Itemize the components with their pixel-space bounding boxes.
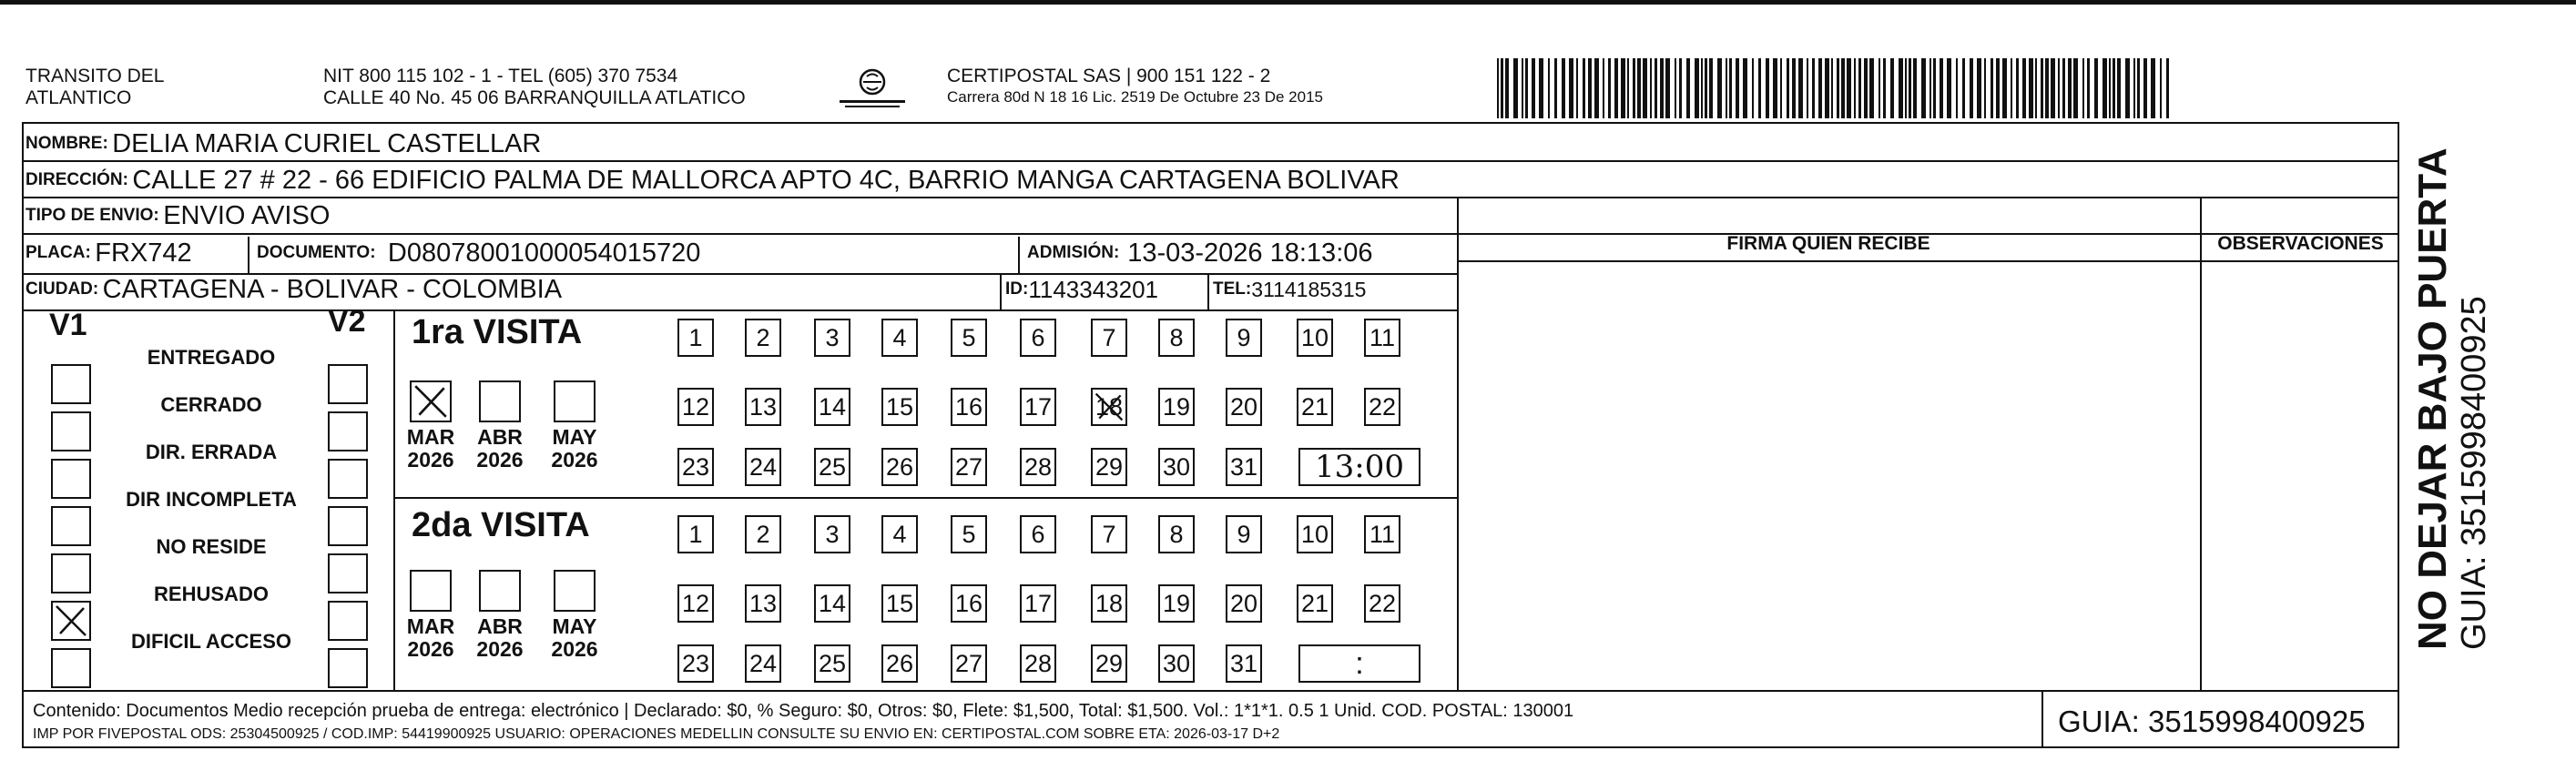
admision-value: 13-03-2026 18:13:06	[1127, 238, 1373, 268]
first-day-25[interactable]: 25	[814, 448, 850, 486]
barcode-bar	[2117, 58, 2121, 118]
barcode-bar	[1637, 58, 1641, 118]
firma-label: FIRMA QUIEN RECIBE	[1726, 233, 1930, 254]
barcode-bar	[1864, 58, 1868, 118]
barcode-bar	[1532, 58, 1535, 118]
barcode-bar	[2029, 58, 2033, 118]
barcode-bar	[1812, 58, 1815, 118]
first-day-24[interactable]: 24	[745, 448, 781, 486]
first-day-11[interactable]: 11	[1364, 319, 1400, 357]
second-day-6[interactable]: 6	[1020, 515, 1056, 553]
barcode-bar	[2113, 58, 2115, 118]
option-label-dificil-acceso: DIFICIL ACCESO	[130, 630, 291, 653]
admision-row: ADMISIÓN: 13-03-2026 18:13:06	[1027, 238, 1373, 268]
barcode-bar	[2133, 58, 2135, 118]
id-value: 1143343201	[1028, 275, 1158, 303]
barcode-bar	[1705, 58, 1707, 118]
barcode-bar	[2062, 58, 2065, 118]
barcode-bar	[1660, 58, 1664, 118]
barcode-bar	[1594, 58, 1599, 118]
second-time-field[interactable]: :	[1298, 644, 1420, 683]
form-frame	[22, 122, 2399, 748]
first-day-28[interactable]: 28	[1020, 448, 1056, 486]
second-day-12[interactable]: 12	[677, 584, 714, 623]
first-month-checkbox-mar[interactable]	[410, 380, 452, 422]
barcode-bar	[1621, 58, 1625, 118]
first-day-13[interactable]: 13	[745, 388, 781, 426]
second-day-29[interactable]: 29	[1091, 644, 1127, 683]
barcode-bar	[1643, 58, 1647, 118]
barcode-bar	[1773, 58, 1777, 118]
barcode-bar	[2103, 58, 2107, 118]
second-day-9[interactable]: 9	[1226, 515, 1262, 553]
second-day-2[interactable]: 2	[745, 515, 781, 553]
barcode-bar	[2125, 58, 2130, 118]
second-month-label-may: MAY 2026	[551, 614, 598, 661]
barcode-bar	[1921, 58, 1926, 118]
second-day-4[interactable]: 4	[881, 515, 918, 553]
second-day-27[interactable]: 27	[951, 644, 987, 683]
second-day-28[interactable]: 28	[1020, 644, 1056, 683]
footer-guia: GUIA: 3515998400925	[2058, 705, 2366, 738]
tel-row: TEL: 3114185315	[1213, 277, 1367, 301]
direccion-row: DIRECCIÓN: CALLE 27 # 22 - 66 EDIFICIO PALMA DE MALLORCA APTO 4C, BARRIO MANGA CARTAGENA BOLIVAR	[25, 165, 1400, 195]
first-day-26[interactable]: 26	[881, 448, 918, 486]
barcode-bar	[2041, 58, 2043, 118]
first-day-6[interactable]: 6	[1020, 319, 1056, 357]
second-day-14[interactable]: 14	[814, 584, 850, 623]
barcode-bar	[1947, 58, 1951, 118]
nombre-value: DELIA MARIA CURIEL CASTELLAR	[112, 128, 542, 158]
first-day-1[interactable]: 1	[677, 319, 714, 357]
option-label-no-reside: NO RESIDE	[156, 535, 267, 558]
barcode-bar	[1854, 58, 1856, 118]
barcode-bar	[2160, 58, 2162, 118]
first-day-16[interactable]: 16	[951, 388, 987, 426]
first-month-label-mar: MAR 2026	[406, 425, 455, 472]
barcode-bar	[1709, 58, 1713, 118]
org-name: TRANSITO DEL ATLANTICO	[25, 66, 165, 108]
barcode-bar	[1627, 58, 1629, 118]
second-day-7[interactable]: 7	[1091, 515, 1127, 553]
barcode-bar	[1554, 58, 1557, 118]
barcode-bar	[1996, 58, 2000, 118]
barcode-bar	[1818, 58, 1822, 118]
barcode-bar	[2058, 58, 2060, 118]
barcode-bar	[2022, 58, 2026, 118]
barcode-bar	[1899, 58, 1903, 118]
v1-checkbox-dificil-acceso[interactable]	[51, 648, 91, 688]
option-label-cerrado: CERRADO	[160, 393, 262, 416]
first-month-label-abr: ABR 2026	[476, 425, 524, 472]
barcode-bar	[1679, 58, 1682, 118]
barcode-bar	[1588, 58, 1592, 118]
barcode-bar	[1825, 58, 1829, 118]
barcode-bar	[1962, 58, 1965, 118]
placa-value: FRX742	[95, 238, 192, 268]
imp-text: IMP POR FIVEPOSTAL ODS: 25304500925 / COD.IMP: 54419900925 USUARIO: OPERACIONES MEDELLIN CONSULTE SU ENVIO EN: CERTIPOSTAL.COM SOBRE ETA: 2026-03-17 D+2	[33, 726, 1280, 742]
barcode-bar	[1807, 58, 1808, 118]
barcode-bar	[1780, 58, 1782, 118]
first-day-10[interactable]: 10	[1297, 319, 1333, 357]
barcode-bar	[2011, 58, 2012, 118]
barcode-bar	[1513, 58, 1518, 118]
first-day-12[interactable]: 12	[677, 388, 714, 426]
top-border	[0, 0, 2576, 5]
ciudad-row: CIUDAD: CARTAGENA - BOLIVAR - COLOMBIA	[25, 274, 563, 304]
option-label-dir-incompleta: DIR INCOMPLETA	[126, 488, 297, 511]
first-day-19[interactable]: 19	[1158, 388, 1195, 426]
barcode-bar	[2143, 58, 2147, 118]
placa-row: PLACA: FRX742	[25, 238, 192, 268]
barcode-bar	[1726, 58, 1727, 118]
id-row: ID: 1143343201	[1005, 275, 1158, 303]
barcode-bar	[1614, 58, 1618, 118]
first-day-27[interactable]: 27	[951, 448, 987, 486]
barcode-bar	[1869, 58, 1874, 118]
barcode-bar	[1576, 58, 1578, 118]
barcode-bar	[1539, 58, 1543, 118]
barcode-bar	[1633, 58, 1635, 118]
second-day-18[interactable]: 18	[1091, 584, 1127, 623]
barcode-bar	[1837, 58, 1839, 118]
barcode-bar	[1933, 58, 1936, 118]
first-day-7[interactable]: 7	[1091, 319, 1127, 357]
first-day-29[interactable]: 29	[1091, 448, 1127, 486]
tipo-value: ENVIO AVISO	[163, 200, 331, 230]
barcode-bar	[1766, 58, 1769, 118]
barcode-bar	[1984, 58, 1986, 118]
direccion-value: CALLE 27 # 22 - 66 EDIFICIO PALMA DE MALLORCA APTO 4C, BARRIO MANGA CARTAGENA BOLIVAR	[132, 165, 1400, 195]
first-day-17[interactable]: 17	[1020, 388, 1056, 426]
barcode-bar	[1929, 58, 1931, 118]
company-info: CERTIPOSTAL SAS | 900 151 122 - 2 Carrera 80d N 18 16 Lic. 2519 De Octubre 23 De 2015	[947, 66, 1323, 106]
tel-value: 3114185315	[1251, 277, 1367, 301]
barcode-bar	[2002, 58, 2007, 118]
barcode-bar	[1758, 58, 1761, 118]
second-day-30[interactable]: 30	[1158, 644, 1195, 683]
v1-label: V1	[49, 308, 87, 342]
contenido-text: Contenido: Documentos Medio recepción prueba de entrega: electrónico | Declarado: $0, % Seguro: $0, Otros: $0, Flete: $1,500, Total: $1,500. Vol.: 1*1*1. 0.5 1 Unid. COD. POSTAL: 130001	[33, 701, 1574, 721]
first-day-9[interactable]: 9	[1226, 319, 1262, 357]
barcode-bar	[1717, 58, 1722, 118]
barcode-bar	[1525, 58, 1528, 118]
barcode-bar	[1695, 58, 1699, 118]
barcode-bar	[1798, 58, 1803, 118]
second-day-31[interactable]: 31	[1226, 644, 1262, 683]
barcode-bar	[1831, 58, 1833, 118]
first-month-checkbox-may[interactable]	[554, 380, 596, 422]
barcode-bar	[1686, 58, 1690, 118]
barcode-bar	[1701, 58, 1703, 118]
barcode-bar	[2082, 58, 2084, 118]
barcode-bar	[1501, 58, 1503, 118]
barcode-bar	[1562, 58, 1565, 118]
first-day-4[interactable]: 4	[881, 319, 918, 357]
first-day-23[interactable]: 23	[677, 448, 714, 486]
observaciones-label: OBSERVACIONES	[2217, 233, 2384, 254]
first-month-checkbox-abr[interactable]	[479, 380, 521, 422]
certipostal-logo	[836, 66, 909, 111]
barcode-bar	[1940, 58, 1943, 118]
option-label-dir-errada: DIR. ERRADA	[145, 441, 278, 463]
documento-row: DOCUMENTO: D08078001000054015720	[257, 238, 701, 268]
barcode-bar	[1650, 58, 1652, 118]
barcode-bar	[1991, 58, 1993, 118]
second-month-label-abr: ABR 2026	[476, 614, 524, 661]
barcode-bar	[1752, 58, 1754, 118]
barcode-bar	[1890, 58, 1894, 118]
first-day-2[interactable]: 2	[745, 319, 781, 357]
first-day-30[interactable]: 30	[1158, 448, 1195, 486]
first-time-field[interactable]: 13:00	[1298, 448, 1420, 486]
barcode-bar	[1665, 58, 1670, 118]
barcode-bar	[2045, 58, 2049, 118]
first-day-3[interactable]: 3	[814, 319, 850, 357]
barcode	[1495, 58, 2178, 118]
option-label-rehusado: REHUSADO	[154, 583, 269, 605]
second-month-label-mar: MAR 2026	[406, 614, 455, 661]
barcode-bar	[2051, 58, 2055, 118]
first-day-22[interactable]: 22	[1364, 388, 1400, 426]
barcode-bar	[1883, 58, 1886, 118]
first-month-label-may: MAY 2026	[551, 425, 598, 472]
barcode-bar	[1858, 58, 1861, 118]
second-day-1[interactable]: 1	[677, 515, 714, 553]
barcode-bar	[1675, 58, 1676, 118]
second-day-20[interactable]: 20	[1226, 584, 1262, 623]
second-day-13[interactable]: 13	[745, 584, 781, 623]
second-day-26[interactable]: 26	[881, 644, 918, 683]
barcode-bar	[2109, 58, 2111, 118]
second-day-15[interactable]: 15	[881, 584, 918, 623]
second-month-checkbox-may[interactable]	[554, 570, 596, 612]
first-day-20[interactable]: 20	[1226, 388, 1262, 426]
second-day-22[interactable]: 22	[1364, 584, 1400, 623]
barcode-bar	[1787, 58, 1789, 118]
second-day-10[interactable]: 10	[1297, 515, 1333, 553]
barcode-bar	[1977, 58, 1981, 118]
second-day-5[interactable]: 5	[951, 515, 987, 553]
side-warning: NO DEJAR BAJO PUERTA GUIA: 3515998400925	[2410, 147, 2493, 650]
option-label-entregado: ENTREGADO	[147, 346, 276, 369]
org-contact: NIT 800 115 102 - 1 - TEL (605) 370 7534 CALLE 40 No. 45 06 BARRANQUILLA ATLATICO	[323, 66, 746, 108]
barcode-bar	[1847, 58, 1851, 118]
barcode-bar	[2016, 58, 2019, 118]
ciudad-value: CARTAGENA - BOLIVAR - COLOMBIA	[102, 274, 563, 304]
barcode-bar	[1548, 58, 1550, 118]
barcode-bar	[1608, 58, 1611, 118]
barcode-bar	[1736, 58, 1739, 118]
second-day-25[interactable]: 25	[814, 644, 850, 683]
barcode-bar	[1792, 58, 1796, 118]
barcode-bar	[2137, 58, 2140, 118]
barcode-bar	[1913, 58, 1917, 118]
second-day-24[interactable]: 24	[745, 644, 781, 683]
barcode-bar	[1729, 58, 1732, 118]
first-day-15[interactable]: 15	[881, 388, 918, 426]
barcode-bar	[1909, 58, 1911, 118]
tipo-row: TIPO DE ENVIO: ENVIO AVISO	[25, 200, 331, 230]
second-day-19[interactable]: 19	[1158, 584, 1195, 623]
second-day-8[interactable]: 8	[1158, 515, 1195, 553]
barcode-bar	[1905, 58, 1907, 118]
nombre-row: NOMBRE: DELIA MARIA CURIEL CASTELLAR	[25, 128, 542, 158]
barcode-bar	[2087, 58, 2090, 118]
second-day-3[interactable]: 3	[814, 515, 850, 553]
v2-label: V2	[328, 304, 366, 339]
first-day-31[interactable]: 31	[1226, 448, 1262, 486]
barcode-bar	[1655, 58, 1657, 118]
barcode-bar	[1522, 58, 1523, 118]
barcode-bar	[2068, 58, 2072, 118]
first-day-21[interactable]: 21	[1297, 388, 1333, 426]
first-day-18[interactable]: 18	[1091, 388, 1127, 426]
barcode-bar	[1497, 58, 1499, 118]
second-visit-title: 2da VISITA	[412, 506, 590, 544]
first-visit-title: 1ra VISITA	[412, 313, 583, 351]
second-day-16[interactable]: 16	[951, 584, 987, 623]
barcode-bar	[1841, 58, 1845, 118]
barcode-bar	[1569, 58, 1573, 118]
barcode-bar	[1603, 58, 1604, 118]
v2-checkbox-dificil-acceso[interactable]	[328, 648, 368, 688]
barcode-bar	[1956, 58, 1958, 118]
barcode-bar	[1879, 58, 1880, 118]
second-month-checkbox-mar[interactable]	[410, 570, 452, 612]
barcode-bar	[2073, 58, 2078, 118]
barcode-bar	[1970, 58, 1973, 118]
documento-value: D08078001000054015720	[387, 238, 701, 268]
second-day-11[interactable]: 11	[1364, 515, 1400, 553]
barcode-bar	[2094, 58, 2098, 118]
second-month-checkbox-abr[interactable]	[479, 570, 521, 612]
barcode-bar	[2151, 58, 2155, 118]
barcode-bar	[2166, 58, 2169, 118]
first-day-14[interactable]: 14	[814, 388, 850, 426]
second-day-17[interactable]: 17	[1020, 584, 1056, 623]
barcode-bar	[1583, 58, 1585, 118]
barcode-bar	[1505, 58, 1509, 118]
second-day-23[interactable]: 23	[677, 644, 714, 683]
barcode-bar	[2035, 58, 2037, 118]
first-day-8[interactable]: 8	[1158, 319, 1195, 357]
barcode-bar	[1743, 58, 1747, 118]
second-day-21[interactable]: 21	[1297, 584, 1333, 623]
first-day-5[interactable]: 5	[951, 319, 987, 357]
